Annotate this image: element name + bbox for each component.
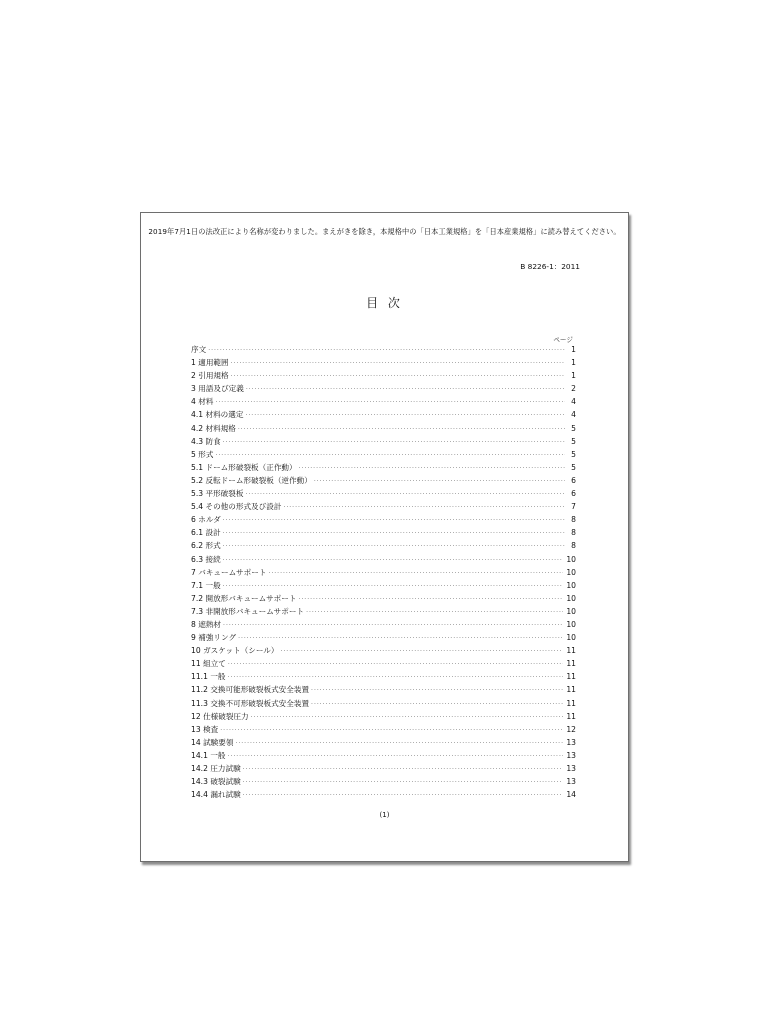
- toc-leader-dots: [311, 684, 563, 697]
- toc-leader-dots: [245, 409, 565, 422]
- toc-entry: [191, 644, 576, 657]
- page-folio: (1): [379, 811, 390, 819]
- toc-entry: [191, 461, 576, 474]
- toc-leader-dots: [243, 776, 564, 789]
- toc-entry-page: 13: [566, 750, 576, 760]
- toc-entry-label: 3 用語及び定義: [191, 384, 244, 394]
- toc-entry-page: 4: [571, 410, 576, 420]
- toc-entry-page: 10: [566, 554, 576, 564]
- page-column-label: ページ: [553, 336, 573, 344]
- toc-entry-page: 13: [566, 737, 576, 747]
- toc-entry: [191, 369, 576, 382]
- toc-entry: [191, 723, 576, 736]
- toc-entry: [191, 697, 576, 710]
- toc-entry-page: 10: [566, 619, 576, 629]
- toc-entry: [191, 762, 576, 775]
- toc-entry: [191, 526, 576, 539]
- toc-entry: [191, 474, 576, 487]
- toc-entry-page: 11: [566, 672, 576, 682]
- toc-entry: [191, 500, 576, 513]
- toc-entry-page: 5: [571, 449, 576, 459]
- toc-title: 目 次: [366, 296, 403, 310]
- toc-entry-label: 4.1 材料の選定: [191, 410, 244, 420]
- toc-entry: [191, 422, 576, 435]
- toc-entry: [191, 788, 576, 801]
- toc-entry-label: 12 仕様破裂圧力: [191, 711, 249, 721]
- toc-leader-dots: [243, 789, 564, 802]
- toc-entry-label: 11 組立て: [191, 659, 226, 669]
- toc-entry-page: 10: [566, 606, 576, 616]
- toc-leader-dots: [208, 344, 565, 357]
- document-number: B 8226-1：2011: [520, 262, 580, 271]
- toc-leader-dots: [228, 750, 564, 763]
- toc-entry-page: 11: [566, 659, 576, 669]
- toc-entry-page: 11: [566, 646, 576, 656]
- toc-entry: [191, 395, 576, 408]
- toc-entry-page: 10: [566, 567, 576, 577]
- toc-entry: [191, 539, 576, 552]
- toc-entry-page: 4: [571, 397, 576, 407]
- toc-entry-page: 6: [571, 489, 576, 499]
- document-page: [140, 212, 629, 862]
- toc-entry-label: 7.1 一般: [191, 580, 221, 590]
- toc-entry: [191, 592, 576, 605]
- toc-entry: [191, 408, 576, 421]
- toc-entry-label: 10 ガスケット（シール）: [191, 646, 279, 656]
- toc-entry-page: 5: [571, 423, 576, 433]
- toc-leader-dots: [228, 658, 563, 671]
- toc-entry-page: 13: [566, 764, 576, 773]
- toc-entry-page: 8: [571, 528, 576, 538]
- toc-entry-page: 8: [571, 515, 576, 525]
- toc-entry-label: 5.2 反転ドーム形破裂板（逆作動）: [191, 475, 312, 485]
- toc-leader-dots: [311, 698, 563, 711]
- toc-entry: [191, 775, 576, 788]
- toc-entry-page: 1: [571, 358, 576, 368]
- toc-entry: [191, 566, 576, 579]
- toc-entry: [191, 710, 576, 723]
- toc-entry: [191, 487, 576, 500]
- toc-entry-label: 14.4 漏れ試験: [191, 790, 241, 800]
- toc-entry-label: 11.2 交換可能形破裂板式安全装置: [191, 685, 310, 695]
- toc-entry-page: 7: [571, 502, 576, 512]
- toc-leader-dots: [245, 488, 565, 501]
- toc-leader-dots: [299, 462, 565, 475]
- toc-leader-dots: [223, 527, 565, 540]
- toc-entry-label: 14.2 圧力試験: [191, 764, 241, 773]
- toc-leader-dots: [215, 396, 565, 409]
- toc-entry: [191, 579, 576, 592]
- toc-entry: [191, 631, 576, 644]
- toc-entry: [191, 657, 576, 670]
- toc-entry: [191, 448, 576, 461]
- toc-entry: [191, 683, 576, 696]
- toc-entry-page: 10: [566, 633, 576, 643]
- toc-leader-dots: [283, 501, 565, 514]
- toc-entry-page: 1: [571, 371, 576, 381]
- toc-leader-dots: [223, 554, 564, 567]
- toc-entry-label: 4.2 材料規格: [191, 423, 236, 433]
- toc-entry-label: 14.3 破裂試験: [191, 777, 241, 787]
- toc-leader-dots: [223, 514, 565, 527]
- table-of-contents: [191, 343, 576, 801]
- toc-entry-page: 11: [566, 698, 576, 708]
- toc-leader-dots: [220, 724, 563, 737]
- toc-leader-dots: [306, 606, 563, 619]
- toc-entry: [191, 513, 576, 526]
- toc-entry-page: 6: [571, 475, 576, 485]
- toc-entry-label: 7.3 非開放形バキュームサポート: [191, 606, 305, 616]
- toc-entry-label: 14.1 一般: [191, 750, 226, 760]
- toc-entry-page: 10: [566, 593, 576, 603]
- toc-entry-label: 6.3 接続: [191, 554, 221, 564]
- toc-entry-page: 5: [571, 436, 576, 446]
- toc-entry-label: 9 補強リング: [191, 633, 237, 643]
- toc-leader-dots: [231, 357, 565, 370]
- toc-leader-dots: [251, 711, 564, 724]
- toc-entry-label: 8 遮熱材: [191, 619, 222, 629]
- toc-leader-dots: [314, 475, 565, 488]
- toc-entry: [191, 435, 576, 448]
- toc-entry: [191, 343, 576, 356]
- toc-leader-dots: [243, 763, 564, 776]
- toc-entry: [191, 356, 576, 369]
- toc-leader-dots: [223, 619, 563, 632]
- toc-entry-page: 14: [566, 790, 576, 800]
- toc-entry-page: 12: [566, 724, 576, 734]
- toc-entry-label: 14 試験要領: [191, 737, 234, 747]
- toc-entry-page: 11: [566, 711, 576, 721]
- name-change-notice: 2019年7月1日の法改正により名称が変わりました。まえがきを除き，本規格中の「日本工業規格」を「日本産業規格」に読み替えてください。: [148, 227, 621, 236]
- toc-entry-page: 2: [571, 384, 576, 394]
- toc-entry-label: 5.3 平形破裂板: [191, 489, 244, 499]
- toc-entry-label: 7.2 開放形バキュームサポート: [191, 593, 297, 603]
- toc-entry-page: 8: [571, 541, 576, 551]
- toc-leader-dots: [223, 436, 565, 449]
- toc-entry-label: 5.4 その他の形式及び設計: [191, 502, 282, 512]
- toc-entry-page: 1: [571, 345, 576, 354]
- toc-entry-label: 6.1 設計: [191, 528, 221, 538]
- toc-entry-label: 6 ホルダ: [191, 515, 221, 525]
- toc-entry-page: 10: [566, 580, 576, 590]
- toc-entry-label: 2 引用規格: [191, 371, 229, 381]
- toc-entry: [191, 553, 576, 566]
- toc-entry-page: 13: [566, 777, 576, 787]
- toc-leader-dots: [231, 370, 565, 383]
- toc-entry-label: 1 適用範囲: [191, 358, 229, 368]
- toc-leader-dots: [223, 540, 565, 553]
- toc-entry-label: 4.3 防食: [191, 436, 221, 446]
- toc-entry: [191, 736, 576, 749]
- toc-entry-page: 5: [571, 462, 576, 472]
- toc-leader-dots: [238, 632, 563, 645]
- toc-leader-dots: [238, 423, 565, 436]
- toc-entry-label: 4 材料: [191, 397, 214, 407]
- toc-entry-label: 5.1 ドーム形破裂板（正作動）: [191, 462, 297, 472]
- toc-leader-dots: [280, 645, 563, 658]
- toc-leader-dots: [268, 567, 563, 580]
- toc-leader-dots: [235, 737, 563, 750]
- toc-entry-label: 5 形式: [191, 449, 214, 459]
- toc-entry: [191, 618, 576, 631]
- toc-entry-label: 11.1 一般: [191, 672, 226, 682]
- toc-entry-label: 7 バキュームサポート: [191, 567, 267, 577]
- toc-entry: [191, 749, 576, 762]
- toc-entry: [191, 382, 576, 395]
- toc-entry-label: 6.2 形式: [191, 541, 221, 551]
- toc-leader-dots: [298, 593, 563, 606]
- toc-entry: [191, 605, 576, 618]
- toc-leader-dots: [246, 383, 565, 396]
- toc-entry-page: 11: [566, 685, 576, 695]
- toc-entry-label: 11.3 交換不可形破裂板式安全装置: [191, 698, 310, 708]
- toc-entry-label: 序文: [191, 345, 207, 354]
- toc-entry-label: 13 検査: [191, 724, 219, 734]
- toc-entry: [191, 670, 576, 683]
